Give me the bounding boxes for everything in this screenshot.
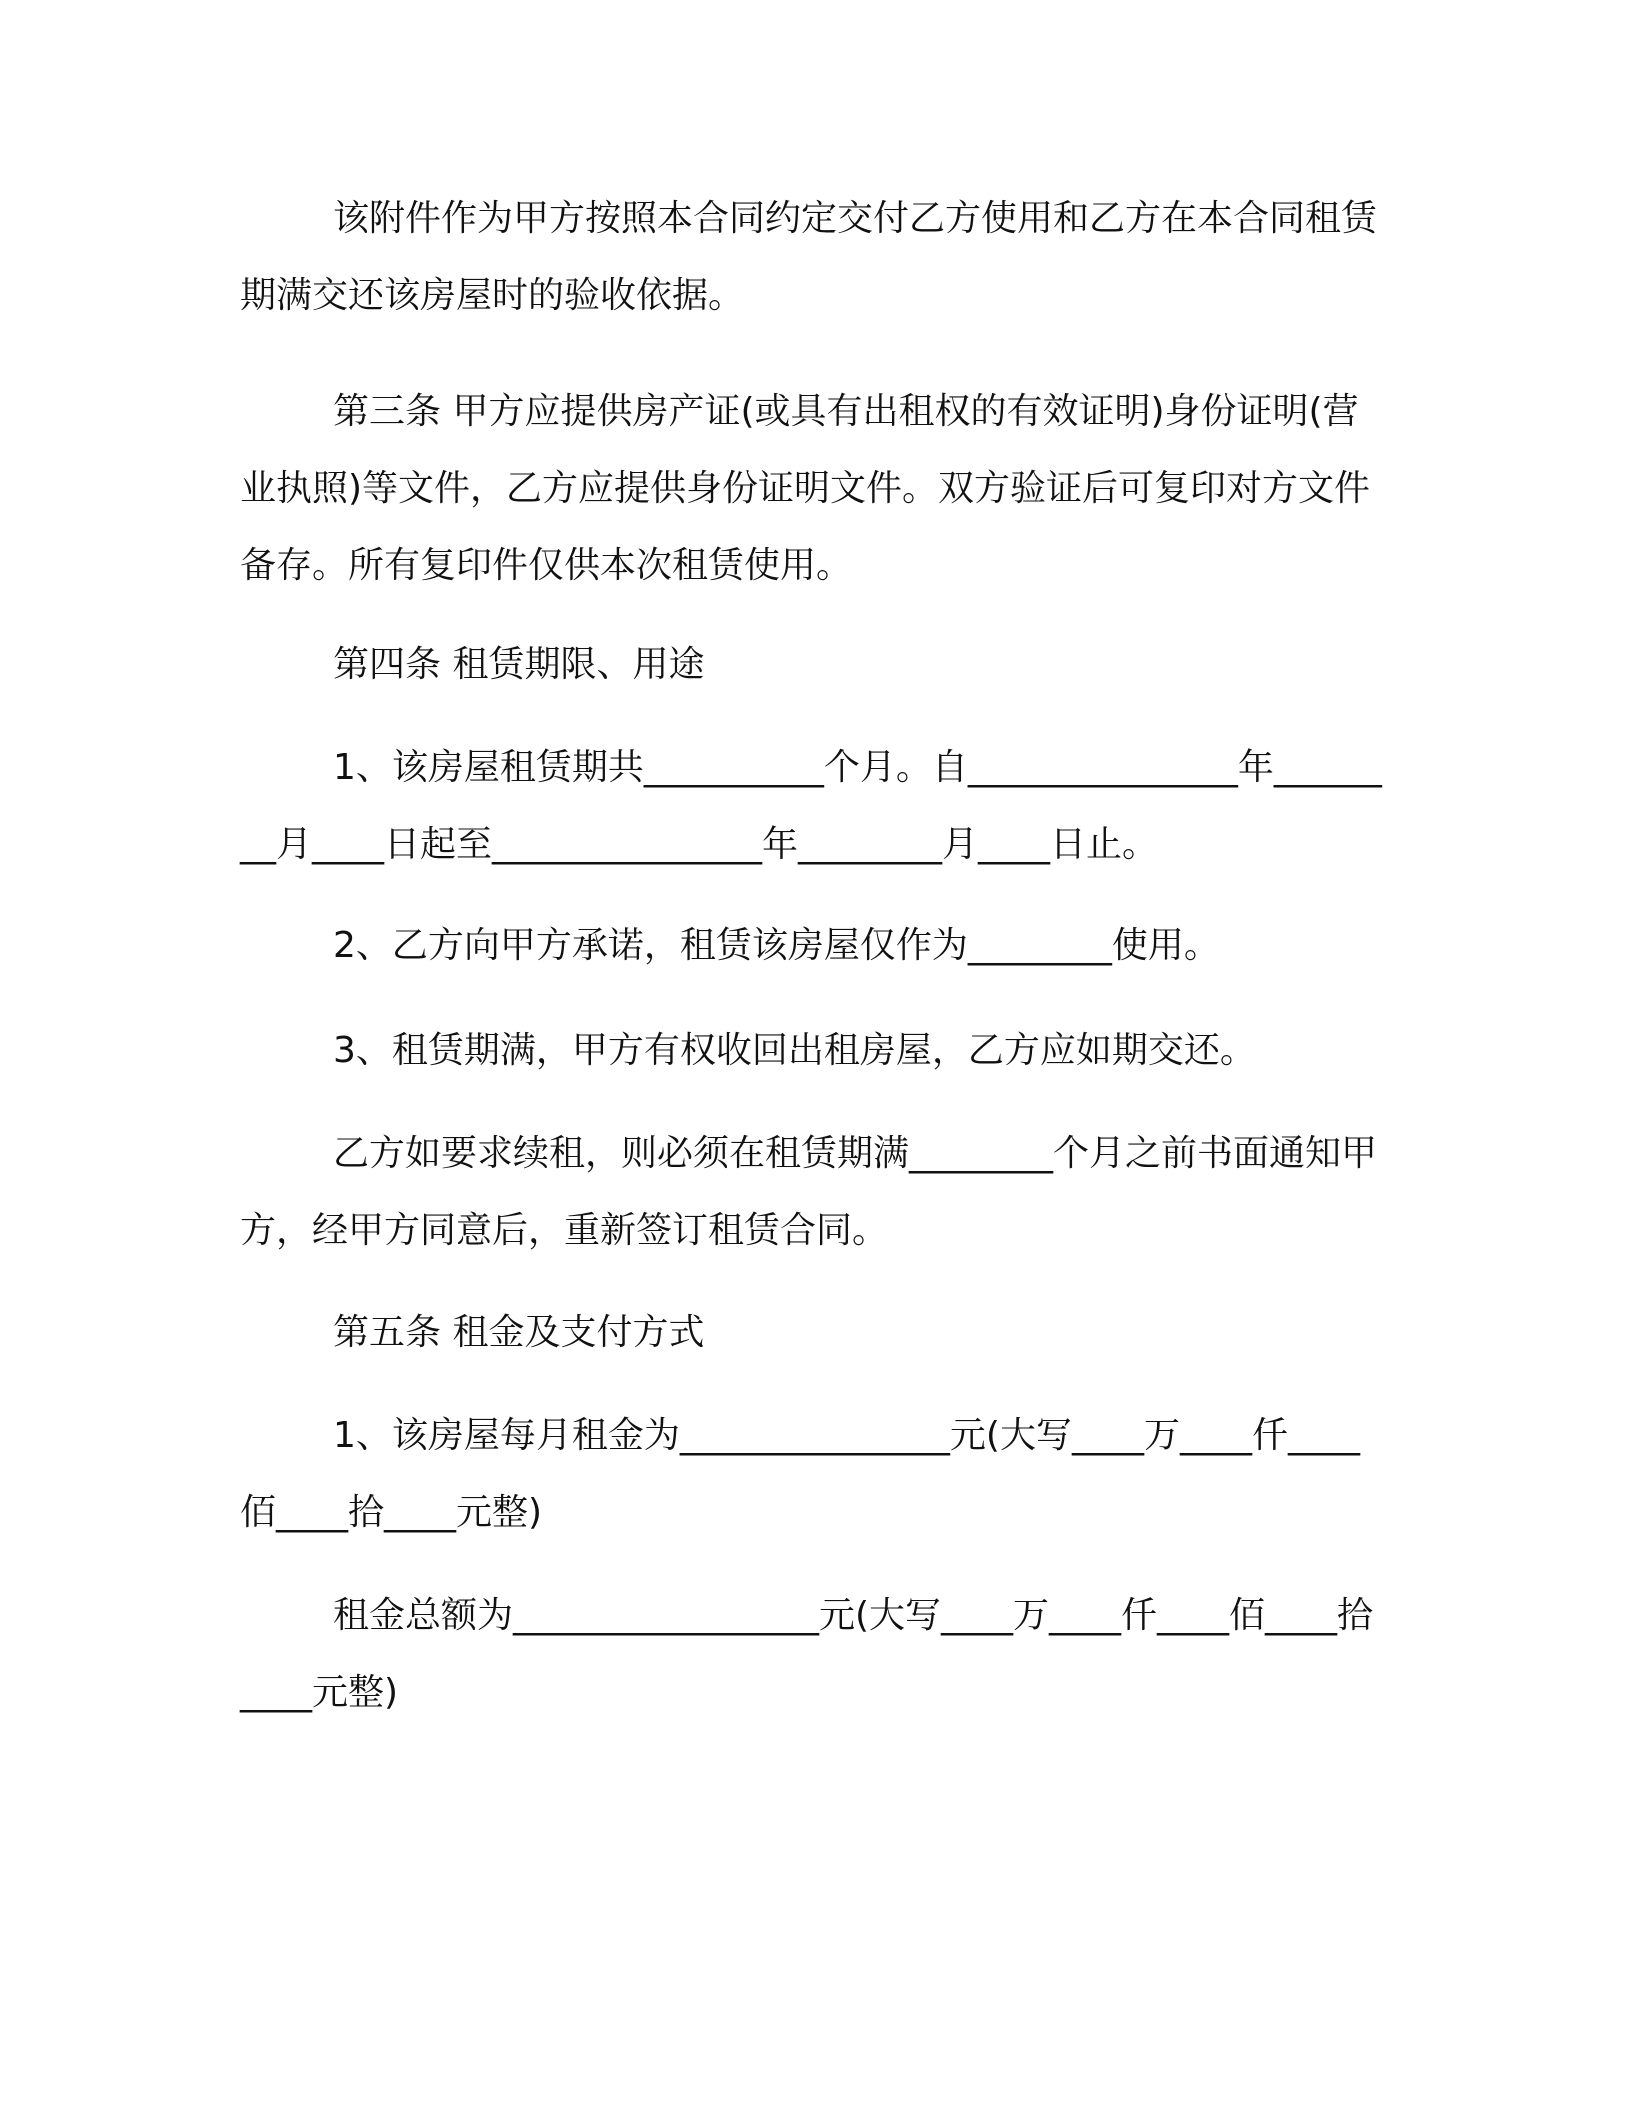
paragraph-renewal: 乙方如要求续租，则必须在租赁期满________个月之前书面通知甲方，经甲方同意后，重新签订租赁合同。 [240,1133,1378,1251]
heading-article-4: 第四条 租赁期限、用途 [333,644,705,685]
heading-article-5: 第五条 租金及支付方式 [333,1312,705,1353]
paragraph-usage-promise: 2、乙方向甲方承诺，租赁该房屋仅作为________使用。 [333,925,1220,966]
paragraph-article-3: 第三条 甲方应提供房产证(或具有出租权的有效证明)身份证明(营业执照)等文件，乙方应提供身份证明文件。双方验证后可复印对方文件备存。所有复印件仅供本次租赁使用。 [240,391,1371,586]
paragraph-lease-term: 1、该房屋租赁期共__________个月。自_______________年________月____日起至_______________年________月____日止。 [240,747,1382,865]
paragraph-return-on-expiry: 3、租赁期满，甲方有权收回出租房屋，乙方应如期交还。 [333,1030,1256,1071]
paragraph-monthly-rent: 1、该房屋每月租金为_______________元(大写____万____仟____佰____拾____元整) [240,1415,1360,1533]
paragraph-attachment-basis: 该附件作为甲方按照本合同约定交付乙方使用和乙方在本合同租赁期满交还该房屋时的验收依据。 [240,198,1378,316]
paragraph-total-rent: 租金总额为_________________元(大写____万____仟____佰____拾____元整) [240,1595,1374,1713]
